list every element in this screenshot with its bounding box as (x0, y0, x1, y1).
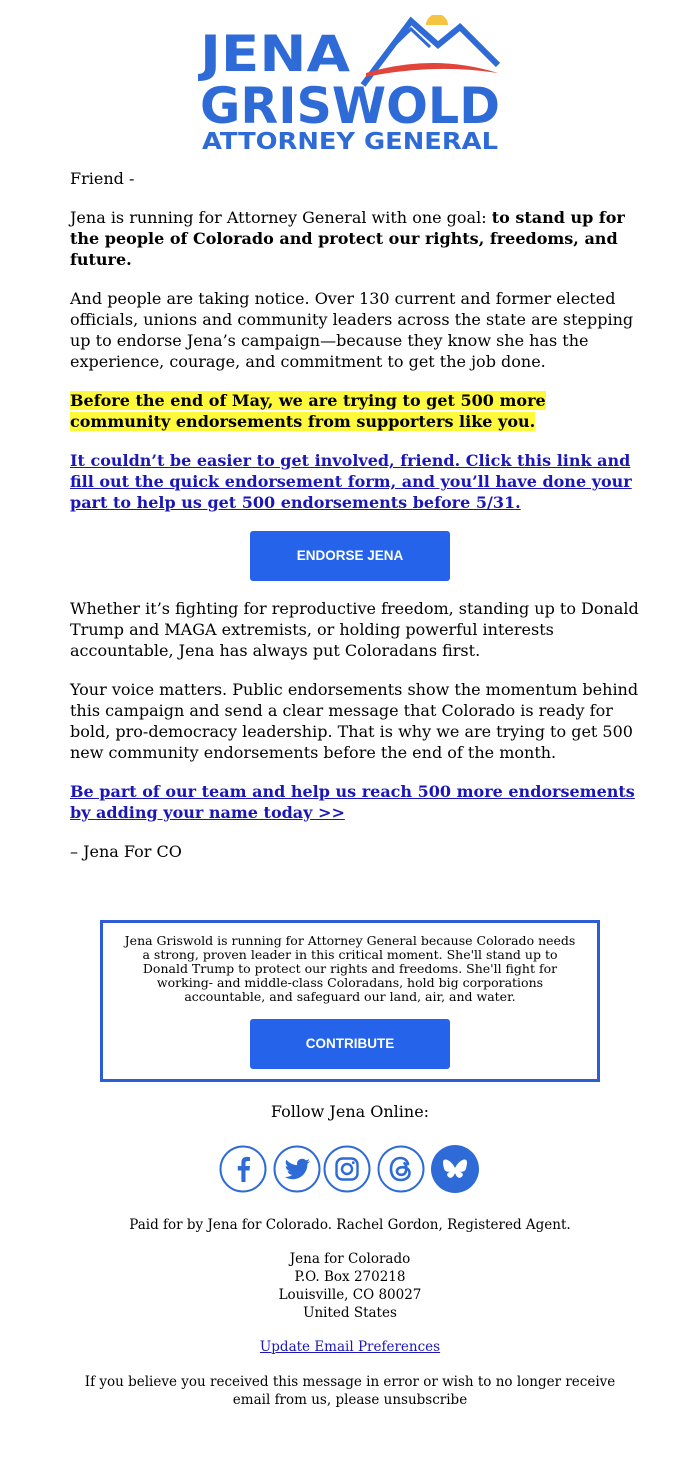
sun-icon (426, 15, 448, 25)
highlight-paragraph (70, 390, 640, 432)
email-body-bottom (70, 598, 640, 880)
intro-paragraph (70, 207, 640, 270)
endorse-jena-button[interactable]: ENDORSE JENA (250, 531, 450, 581)
instagram-icon[interactable] (323, 1145, 371, 1193)
values-paragraph: Whether it’s fighting for reproductive freedom, standing up to Donald Trump and MAGA extremists, or holding powerful interests accountable, Jena has always put Coloradans first. (70, 599, 639, 660)
social-links (219, 1145, 481, 1197)
signoff: – Jena For CO (70, 842, 182, 861)
intro-bold: to stand up for the people of Colorado and protect our rights, freedoms, and future. (70, 208, 625, 269)
voice-paragraph: Your voice matters. Public endorsements show the momentum behind this campaign and send a clear message that Colorado is ready for bold, pro-democracy leadership. That is why we are trying to get 500 new community endorsements before the end of the month. (70, 680, 639, 762)
contribute-box (100, 920, 600, 1082)
org-name: Jena for Colorado (289, 1251, 411, 1267)
endorse-link[interactable]: It couldn’t be easier to get involved, friend. Click this link and fill out the quick endorsement form, and you’ll have done your part to help us get 500 endorsements before 5/31. (70, 451, 632, 512)
contribute-button[interactable]: CONTRIBUTE (250, 1019, 450, 1069)
follow-heading: Follow Jena Online: (270, 1102, 430, 1121)
email-preferences-row (0, 1338, 700, 1356)
team-link-paragraph (70, 781, 640, 823)
team-link[interactable]: Be part of our team and help us reach 500 more endorsements by adding your name today >> (70, 782, 635, 822)
email-body-top (70, 168, 640, 531)
country-line: United States (303, 1305, 397, 1321)
facebook-icon[interactable] (219, 1145, 267, 1193)
update-email-preferences-link[interactable]: Update Email Preferences (259, 1339, 441, 1355)
twitter-icon[interactable] (273, 1145, 321, 1193)
logo-name-line2: GRISWOLD (200, 77, 500, 135)
po-box: P.O. Box 270218 (294, 1269, 406, 1285)
bluesky-icon[interactable] (431, 1145, 479, 1193)
campaign-logo (198, 15, 503, 155)
endorse-link-paragraph (70, 450, 640, 513)
greeting: Friend - (70, 169, 135, 188)
mountains-icon (363, 21, 498, 85)
contribute-box-text: Jena Griswold is running for Attorney General because Colorado needs a strong, proven leader in this critical moment. She'll stand up to Donald Trump to protect our rights and freedoms. She'll fight for working- and middle-class Coloradans, hold big corporations accountable, and safeguard our land, air, and water. (124, 933, 576, 1004)
momentum-paragraph: And people are taking notice. Over 130 current and former elected officials, unions and community leaders across the state are stepping up to endorse Jena’s campaign—because they know she has the experience, courage, and commitment to get the job done. (70, 289, 634, 371)
threads-icon[interactable] (377, 1145, 425, 1193)
intro-plain: Jena is running for Attorney General with one goal: (70, 208, 492, 227)
swoosh-icon (366, 63, 498, 77)
unsubscribe-notice: If you believe you received this message in error or wish to no longer receive email from us, please unsubscribe (84, 1374, 616, 1408)
logo-title-line: ATTORNEY GENERAL (202, 129, 499, 155)
logo-name-line1: JENA (198, 25, 351, 83)
city-line: Louisville, CO 80027 (278, 1287, 422, 1303)
highlight-text: Before the end of May, we are trying to get 500 more community endorsements from supporters like you. (70, 391, 546, 431)
paid-for-disclaimer: Paid for by Jena for Colorado. Rachel Gordon, Registered Agent. (129, 1217, 571, 1233)
